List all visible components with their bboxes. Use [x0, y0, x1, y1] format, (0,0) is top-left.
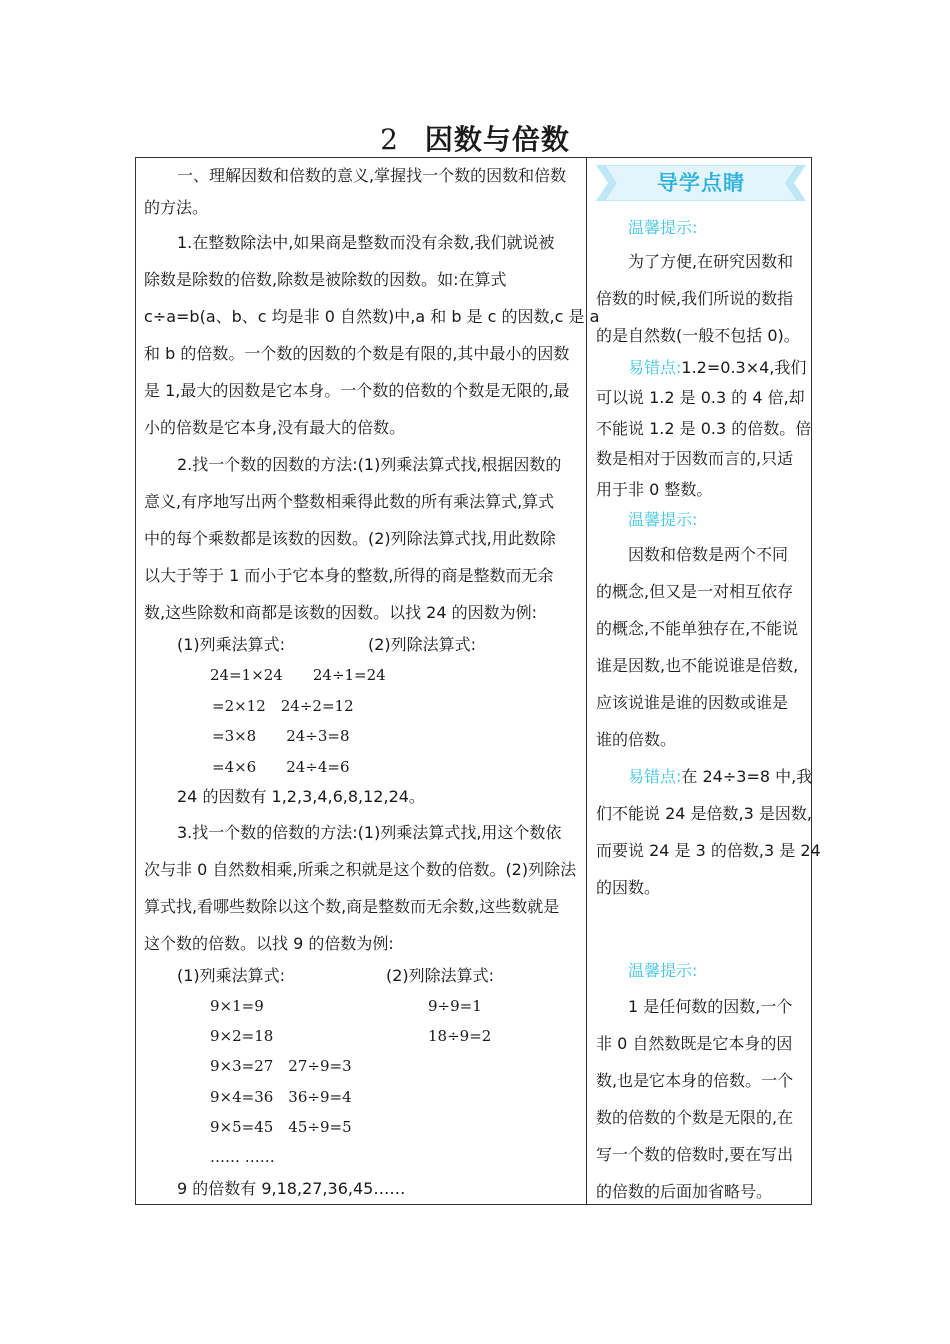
formula-row: 18÷9=2 [428, 1027, 492, 1045]
paragraph-line: 以大于等于 1 而小于它本身的整数,所得的商是整数而无余 [144, 566, 554, 585]
paragraph-line: 是 1,最大的因数是它本身。一个数的倍数的个数是无限的,最 [144, 381, 570, 400]
formula-row: =4×6 24÷4=6 [212, 758, 350, 776]
side-line: 们不能说 24 是倍数,3 是因数, [596, 804, 812, 823]
paragraph-line: 3.找一个数的倍数的方法:(1)列乘法算式找,用这个数依 [177, 823, 562, 842]
side-text: 在 24÷3=8 中,我 [681, 767, 813, 786]
formula-row: 9×5=45 45÷9=5 [210, 1118, 352, 1136]
side-line: 的倍数的后面加省略号。 [596, 1182, 773, 1201]
multiples-result: 9 的倍数有 9,18,27,36,45…… [177, 1179, 406, 1198]
side-line: 数,也是它本身的倍数。一个 [596, 1071, 794, 1090]
tip-label: 温馨提示: [628, 218, 698, 237]
side-line: 倍数的时候,我们所说的数指 [596, 289, 794, 308]
side-line: 数的倍数的个数是无限的,在 [596, 1108, 794, 1127]
side-line: 而要说 24 是 3 的倍数,3 是 24 [596, 841, 821, 860]
side-line: 的概念,但又是一对相互依存 [596, 582, 794, 601]
section-heading-cont: 的方法。 [144, 198, 209, 217]
side-line: 谁是因数,也不能说谁是倍数, [596, 656, 799, 675]
page-title [0, 118, 950, 158]
side-line: 的是自然数(一般不包括 0)。 [596, 326, 800, 345]
paragraph-line: 次与非 0 自然数相乘,所乘之积就是这个数的倍数。(2)列除法 [144, 860, 577, 879]
side-line: 写一个数的倍数时,要在写出 [596, 1145, 794, 1164]
side-line: 的概念,不能单独存在,不能说 [596, 619, 799, 638]
formula-row: =2×12 24÷2=12 [212, 697, 354, 715]
paragraph-line: 意义,有序地写出两个整数相乘得此数的所有乘法算式,算式 [144, 492, 555, 511]
side-text: 1.2=0.3×4,我们 [681, 358, 807, 377]
banner-title: 导学点睛 [657, 171, 745, 195]
formula-row: 24=1×24 24÷1=24 [210, 666, 386, 684]
side-line: 非 0 自然数既是它本身的因 [596, 1034, 793, 1053]
paragraph-line: 这个数的倍数。以找 9 的倍数为例: [144, 934, 394, 953]
formula-row: 9×4=36 36÷9=4 [210, 1088, 352, 1106]
paragraph-line: 1.在整数除法中,如果商是整数而没有余数,我们就说被 [177, 233, 555, 252]
tip-label: 温馨提示: [628, 961, 698, 980]
side-line: 的因数。 [596, 878, 661, 897]
paragraph-line: 中的每个乘数都是该数的因数。(2)列除法算式找,用此数除 [144, 529, 556, 548]
formula-heading-divide: (2)列除法算式: [386, 966, 495, 985]
error-point [628, 766, 812, 788]
side-line: 谁的倍数。 [596, 730, 677, 749]
paragraph-line: 2.找一个数的因数的方法:(1)列乘法算式找,根据因数的 [177, 455, 562, 474]
formula-row: 9×2=18 [210, 1027, 274, 1045]
side-line: 数是相对于因数而言的,只适 [596, 449, 794, 468]
formula-row: 9×1=9 [210, 997, 264, 1015]
formula-heading-divide: (2)列除法算式: [368, 635, 477, 654]
side-line: 为了方便,在研究因数和 [628, 252, 794, 271]
error-label: 易错点: [628, 358, 682, 377]
formula-heading-multiply: (1)列乘法算式: [177, 966, 286, 985]
paragraph-line: 除数是除数的倍数,除数是被除数的因数。如:在算式 [144, 270, 507, 289]
error-label: 易错点: [628, 767, 682, 786]
formula-row: 9÷9=1 [428, 997, 482, 1015]
side-line: 应该说谁是谁的因数或谁是 [596, 693, 789, 712]
side-line: 不能说 1.2 是 0.3 的倍数。倍 [596, 419, 812, 438]
error-point [628, 357, 806, 379]
side-line: 用于非 0 整数。 [596, 480, 713, 499]
tip-label: 温馨提示: [628, 510, 698, 529]
side-line: 可以说 1.2 是 0.3 的 4 倍,却 [596, 388, 805, 407]
formula-row: =3×8 24÷3=8 [212, 727, 350, 745]
formula-heading-multiply: (1)列乘法算式: [177, 635, 286, 654]
guide-banner [596, 165, 806, 201]
section-heading: 一、理解因数和倍数的意义,掌握找一个数的因数和倍数 [177, 166, 567, 185]
paragraph-line: 数,这些除数和商都是该数的因数。以找 24 的因数为例: [144, 603, 538, 622]
formula-row: 9×3=27 27÷9=3 [210, 1057, 352, 1075]
paragraph-line: 和 b 的倍数。一个数的因数的个数是有限的,其中最小的因数 [144, 344, 570, 363]
side-line: 1 是任何数的因数,一个 [628, 997, 793, 1016]
paragraph-line: 算式找,看哪些数除以这个数,商是整数而无余数,这些数就是 [144, 897, 560, 916]
side-line: 因数和倍数是两个不同 [628, 545, 789, 564]
paragraph-line: 小的倍数是它本身,没有最大的倍数。 [144, 418, 406, 437]
paragraph-line: c÷a=b(a、b、c 均是非 0 自然数)中,a 和 b 是 c 的因数,c 是 a [144, 307, 600, 326]
title-number: 2 [380, 123, 399, 156]
title-text: 因数与倍数 [424, 123, 570, 156]
factors-result: 24 的因数有 1,2,3,4,6,8,12,24。 [177, 787, 425, 806]
ellipsis-row: …… …… [210, 1148, 275, 1166]
